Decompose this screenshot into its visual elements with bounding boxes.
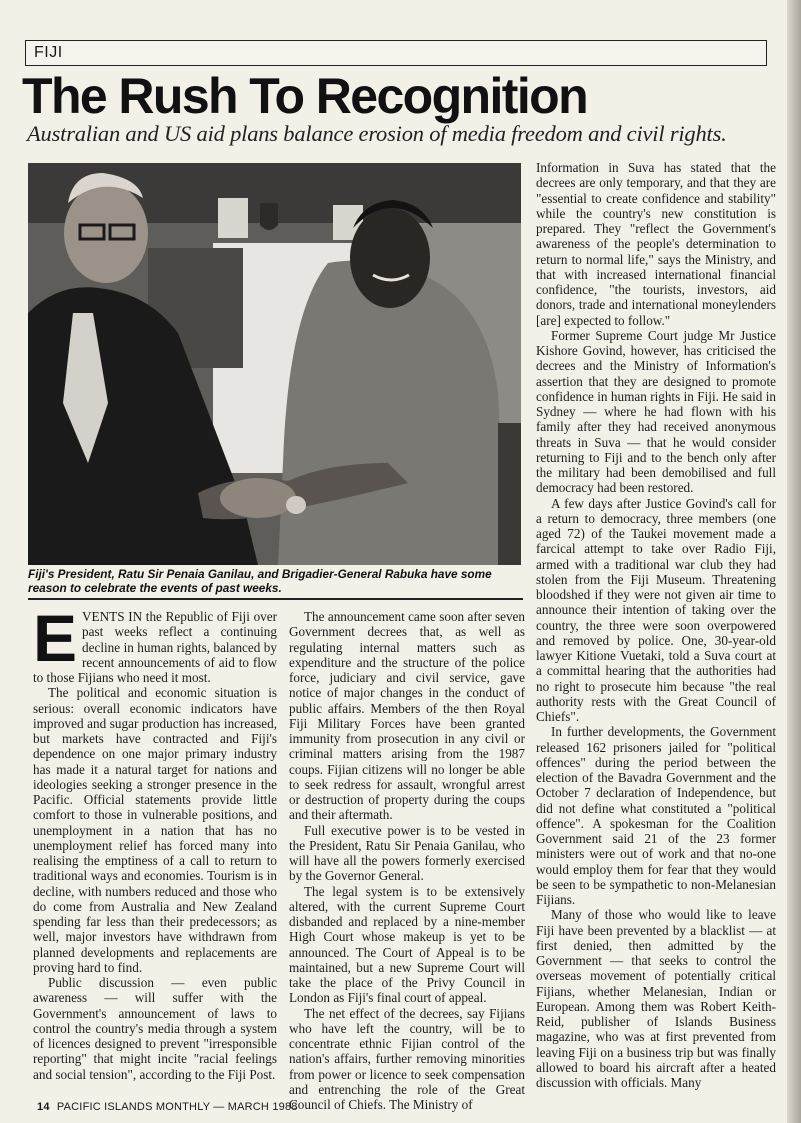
paragraph: The political and economic situation is serious: overall economic indicators have improved and sugar production has increased, but markets have contracted and Fiji's dependence on one major primary industry has made it a natural target for nations and ideologies seeking a stronger presence in the Pacific. Official statements provide little comfort to those in vulnerable positions, and unemployment in a nation that has no unemployment relief has forced many into realising the emptiness of a call to return to traditional ways and economies. Tourism is in decline, with numbers reduced and those who do come from Australia and New Zealand spending far less than their predecessors; as well, major investors have withdrawn from planned developments and replacements are proving hard to find.: [33, 685, 277, 975]
paragraph: The announcement came soon after seven Government decrees that, as well as regulating internal matters such as expenditure and the structure of the police force, judiciary and civil service, gave notice of major changes in the conduct of public affairs. Members of the then Royal Fiji Military Forces have been granted immunity from prosecution in any civil or criminal matters arising from the 1987 coups. Fijian citizens will no longer be able to seek redress for assault, wrongful arrest or destruction of property during the coups and their aftermath.: [289, 609, 525, 823]
news-photo: [28, 163, 521, 565]
paragraph: The legal system is to be extensively altered, with the current Supreme Court disbanded and replaced by a nine-member High Court whose makeup is yet to be announced. The Court of Appeal is to be maintained, but a new Supreme Court will take the place of the Privy Council in London as Fiji's final court of appeal.: [289, 883, 525, 1006]
photo-caption: Fiji's President, Ratu Sir Penaia Ganilau, and Brigadier-General Rabuka have some reason to celebrate the events of past weeks.: [28, 567, 492, 595]
paragraph: Many of those who would like to leave Fiji have been prevented by a blacklist — at first denied, then admitted by the Government — that seeks to control the overseas movement of potentially critical Fijians, whether Melanesian, Indian or European. Among them was Robert Keith-Reid, publisher of Islands Business magazine, who was at first prevented from leaving Fiji on a business trip but was finally allowed to board his aircraft after a heated discussion with officials. Many: [536, 907, 776, 1090]
page-edge: [787, 0, 801, 1123]
headline: The Rush To Recognition: [22, 68, 588, 124]
drop-cap: E: [33, 601, 78, 675]
article-column-2: [289, 609, 525, 1112]
paragraph: Former Supreme Court judge Mr Justice Kishore Govind, however, has criticised the decrees and the Ministry of Information's assertion that they are designed to promote confidence in human rights in Fiji. He said in Sydney — where he had flown with his family after they had received anonymous threats in Suva — that he would consider returning to Fiji and to the bench only after the military had been demobilised and full democracy had been restored.: [536, 327, 776, 496]
paragraph: In further developments, the Government released 162 prisoners jailed for "political offences" during the period between the election of the Bavadra Government and the October 7 declaration of Independence, but did not define what constituted a "political offence". A spokesman for the Coalition Government said 21 of the 23 former ministers were out of work and that no-one would employ them for fear that they would be seen to be sympathetic to non-Melanesian Fijians.: [536, 724, 776, 907]
paragraph: VENTS IN the Republic of Fiji over past weeks reflect a continuing decline in human rights, balanced by recent announcements of aid to flow to those Fijians who need it most.: [33, 609, 277, 685]
deck-subtitle: Australian and US aid plans balance erosion of media freedom and civil rights.: [27, 121, 727, 146]
paragraph: Full executive power is to be vested in the President, Ratu Sir Penaia Ganilau, who will have all the powers formerly exercised by the Governor General.: [289, 822, 525, 884]
article-column-3: [536, 160, 776, 1090]
publication-line: PACIFIC ISLANDS MONTHLY — MARCH 1988: [56, 1101, 298, 1113]
photo-illustration: [28, 163, 521, 565]
section-bar: [25, 40, 767, 66]
paragraph: The net effect of the decrees, say Fijians who have left the country, will be to concentrate ethnic Fijian control of the nation's affairs, further removing minorities from power or licence to seek compensation and entrenching the role of the Great Council of Chiefs. The Ministry of: [289, 1005, 525, 1112]
caption-rule: [28, 598, 523, 600]
section-label: FIJI: [34, 44, 63, 61]
page-footer: [37, 1101, 298, 1113]
page-number: 14: [37, 1101, 50, 1113]
paragraph: Information in Suva has stated that the decrees are only temporary, and that they are "essential to create confidence and stability" while the country's new constitution is prepared. They "reflect the Government's awareness of the people's determination to return to normal life," says the Ministry, and that with increased international financial confidence, "the tourists, investors, aid donors, trade and international moneylenders [are] expected to follow.": [536, 160, 776, 328]
article-column-1: [33, 601, 277, 1082]
paragraph: A few days after Justice Govind's call for a return to democracy, three members (one aged 72) of the Taukei movement made a farcical attempt to take over Radio Fiji, armed with a traditional war club they had stolen from the Fiji Museum. Threatening bloodshed if they were not given air time to announce their intention of taking over the country, the three were soon overpowered and removed by police. One, 30-year-old lawyer Kitione Vuetaki, told a Suva court at a committal hearing that the authorities had no right to prosecute him because "the real authority rests with the Great Council of Chiefs".: [536, 495, 776, 724]
paragraph: Public discussion — even public awareness — will suffer with the Government's announcement of laws to control the country's media through a system of licences designed to prevent "irresponsible reporting" that might incite "racial feelings and social tension", according to the Fiji Post.: [33, 975, 277, 1082]
